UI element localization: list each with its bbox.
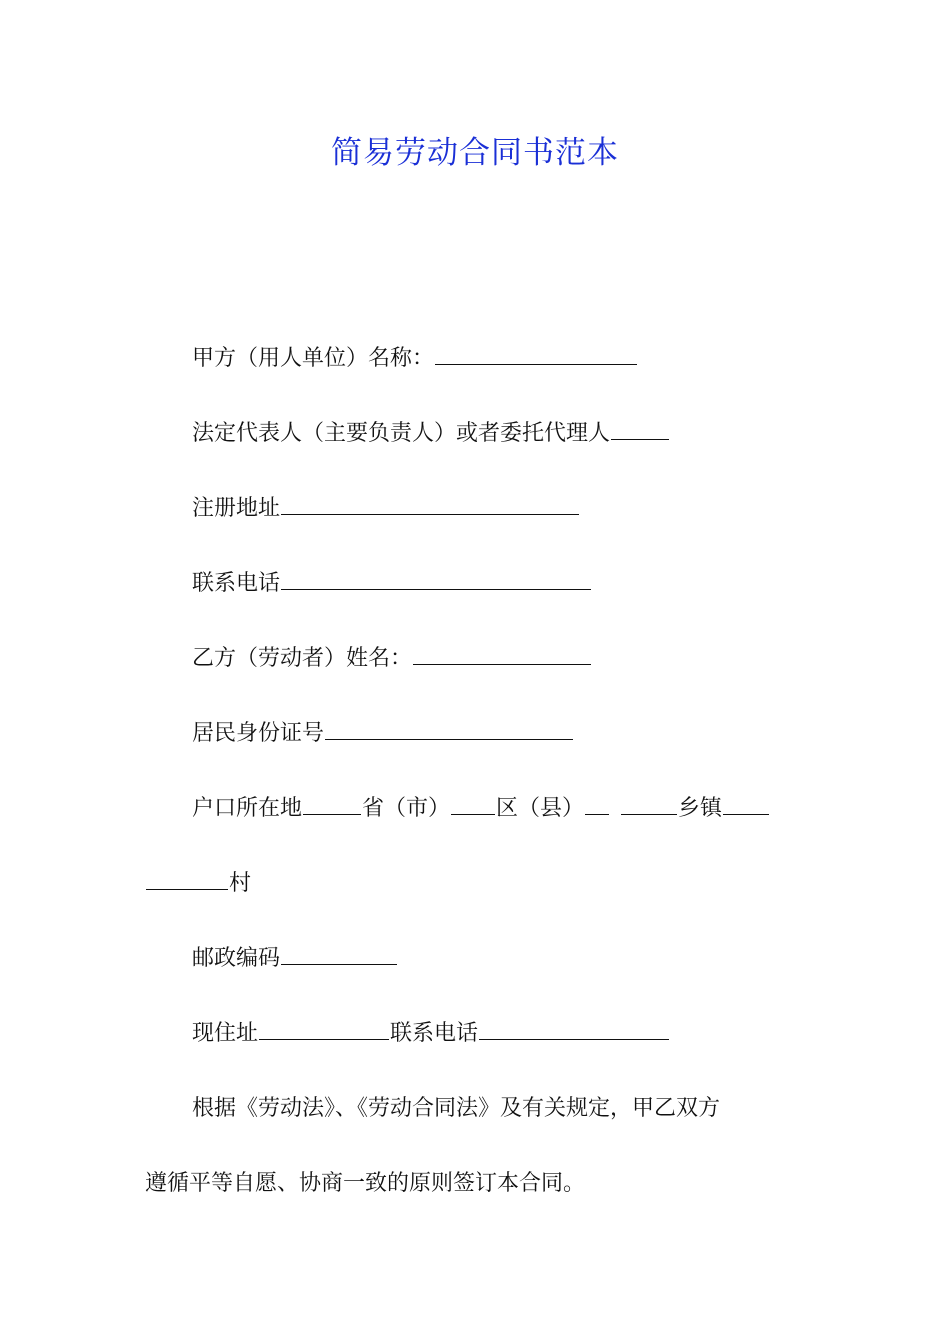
id-number-row [0, 718, 950, 750]
province-blank[interactable] [303, 796, 361, 815]
legal-rep-blank[interactable] [611, 421, 669, 440]
household-province: 省（市） [362, 796, 451, 821]
town-blank-2[interactable] [723, 796, 769, 815]
reg-address-blank[interactable] [281, 496, 579, 515]
reg-address-row [0, 493, 950, 525]
party-b-name-label: 乙方（劳动者）姓名： [192, 646, 413, 671]
household-district: 区（县） [496, 796, 585, 821]
household-town: 乡镇 [678, 796, 723, 821]
postal-code-row [0, 943, 950, 975]
district-blank[interactable] [451, 796, 495, 815]
current-phone-blank[interactable] [479, 1021, 669, 1040]
household-row [0, 793, 950, 825]
current-address-blank[interactable] [259, 1021, 389, 1040]
party-a-name-blank[interactable] [435, 346, 637, 365]
district-blank-2[interactable] [585, 796, 609, 815]
phone-label: 联系电话 [192, 571, 281, 596]
phone-row [0, 568, 950, 600]
basis-paragraph-line2: 遵循平等自愿、协商一致的原则签订本合同。 [145, 1171, 586, 1196]
party-a-name-label: 甲方（用人单位）名称： [192, 346, 435, 371]
current-address-row [0, 1018, 950, 1050]
id-number-blank[interactable] [325, 721, 573, 740]
household-label: 户口所在地 [192, 796, 303, 821]
party-b-name-blank[interactable] [413, 646, 591, 665]
basis-paragraph-line1: 根据《劳动法》、《劳动合同法》及有关规定，甲乙双方 [192, 1096, 721, 1121]
phone-blank[interactable] [281, 571, 591, 590]
document-title: 简易劳动合同书范本 [331, 135, 619, 171]
town-blank[interactable] [621, 796, 677, 815]
legal-rep-row [0, 418, 950, 450]
village-row [0, 868, 950, 900]
village-blank[interactable] [146, 871, 228, 890]
party-b-name-row [0, 643, 950, 675]
party-a-name-row [0, 343, 950, 375]
postal-code-blank[interactable] [281, 946, 397, 965]
reg-address-label: 注册地址 [192, 496, 281, 521]
household-village: 村 [229, 871, 252, 896]
id-number-label: 居民身份证号 [192, 721, 325, 746]
current-phone-label: 联系电话 [390, 1021, 479, 1046]
legal-rep-label: 法定代表人（主要负责人）或者委托代理人 [192, 421, 611, 446]
current-address-label: 现住址 [192, 1021, 259, 1046]
postal-code-label: 邮政编码 [192, 946, 281, 971]
